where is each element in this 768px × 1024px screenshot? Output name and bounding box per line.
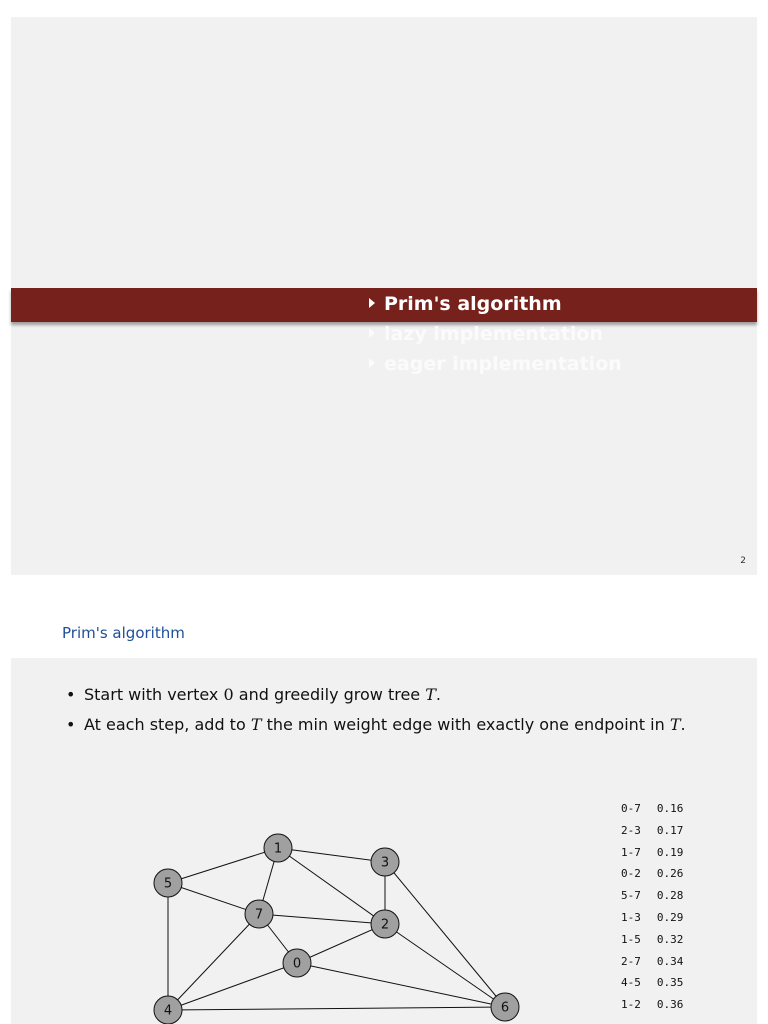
triangle-bullet-icon [369,328,375,338]
graph-edge-0-4 [168,963,297,1010]
bullet-text: and greedily grow tree [233,685,426,704]
menu-item-label: eager implementation [384,353,622,375]
menu-item-lazy-implementation[interactable] [369,319,622,349]
content-slide [11,658,757,1024]
triangle-bullet-icon [369,298,375,308]
section-menu [369,289,622,379]
graph-vertex-label: 4 [163,1003,173,1019]
graph-vertex-label: 1 [273,841,283,857]
graph-vertex-label: 2 [380,917,390,933]
slide-number: 2 [740,556,746,566]
edge-weight-row [621,863,683,885]
slide-title: Prim's algorithm [62,624,185,642]
edge-label: 1-2 [621,998,641,1012]
edge-weight: 0.28 [656,889,684,903]
edge-weight: 0.19 [656,845,684,859]
menu-item-label: lazy implementation [384,323,603,345]
edge-label: 1-7 [621,845,641,859]
graph-edge-6-4 [168,1007,505,1010]
edge-label: 0-2 [621,867,641,881]
edge-label: 2-3 [621,823,641,837]
edge-weight: 0.29 [656,910,684,924]
bullet-text: At each step, add to [84,715,251,734]
tree-symbol: T [250,715,262,734]
edge-weight-row [621,994,683,1016]
edge-weight: 0.32 [656,932,684,946]
edge-label: 1-5 [621,932,641,946]
bullet-text: . [680,715,686,734]
edge-weight: 0.17 [656,823,684,837]
graph-vertex-label: 6 [500,1000,510,1016]
edge-weight-row [621,798,683,820]
edge-weight: 0.16 [656,802,684,815]
bullet-text: . [435,685,441,704]
menu-item-eager-implementation[interactable] [369,349,622,379]
graph-vertex-label: 0 [292,956,302,972]
graph-vertex-label: 7 [254,907,264,923]
edge-label: 4-5 [621,976,641,990]
edge-label: 1-3 [621,910,641,924]
edge-weight-row [621,929,683,951]
section-slide [11,17,757,575]
bullet-text: the min weight edge with exactly one endpoint in [261,715,670,734]
edge-weight-list [621,798,683,1016]
triangle-bullet-icon [369,358,375,368]
menu-item-prims-algorithm[interactable] [369,289,622,319]
edge-weight: 0.34 [656,954,684,968]
graph-vertex-label: 5 [163,876,173,892]
menu-item-label: Prim's algorithm [384,293,562,315]
tree-symbol: T [669,715,681,734]
edge-weight-row [621,885,683,907]
graph-vertex-label: 3 [380,855,390,871]
edge-weight: 0.36 [656,998,684,1012]
graph-edge-2-7 [259,914,385,924]
edge-label: 2-7 [621,954,641,968]
vertex-symbol: 0 [223,685,234,704]
edge-weight-row [621,951,683,973]
tree-symbol: T [425,685,436,704]
graph-edge-1-5 [168,848,278,883]
edge-weight: 0.26 [656,867,684,881]
edge-label: 0-7 [621,802,641,815]
edge-weight-row [621,820,683,842]
edge-weight-row [621,972,683,994]
edge-weight: 0.35 [656,976,684,990]
bullet-text: Start with vertex [84,685,224,704]
graph-edge-4-7 [168,914,259,1010]
edge-label: 5-7 [621,889,641,903]
edge-weight-row [621,842,683,864]
edge-weight-row [621,907,683,929]
